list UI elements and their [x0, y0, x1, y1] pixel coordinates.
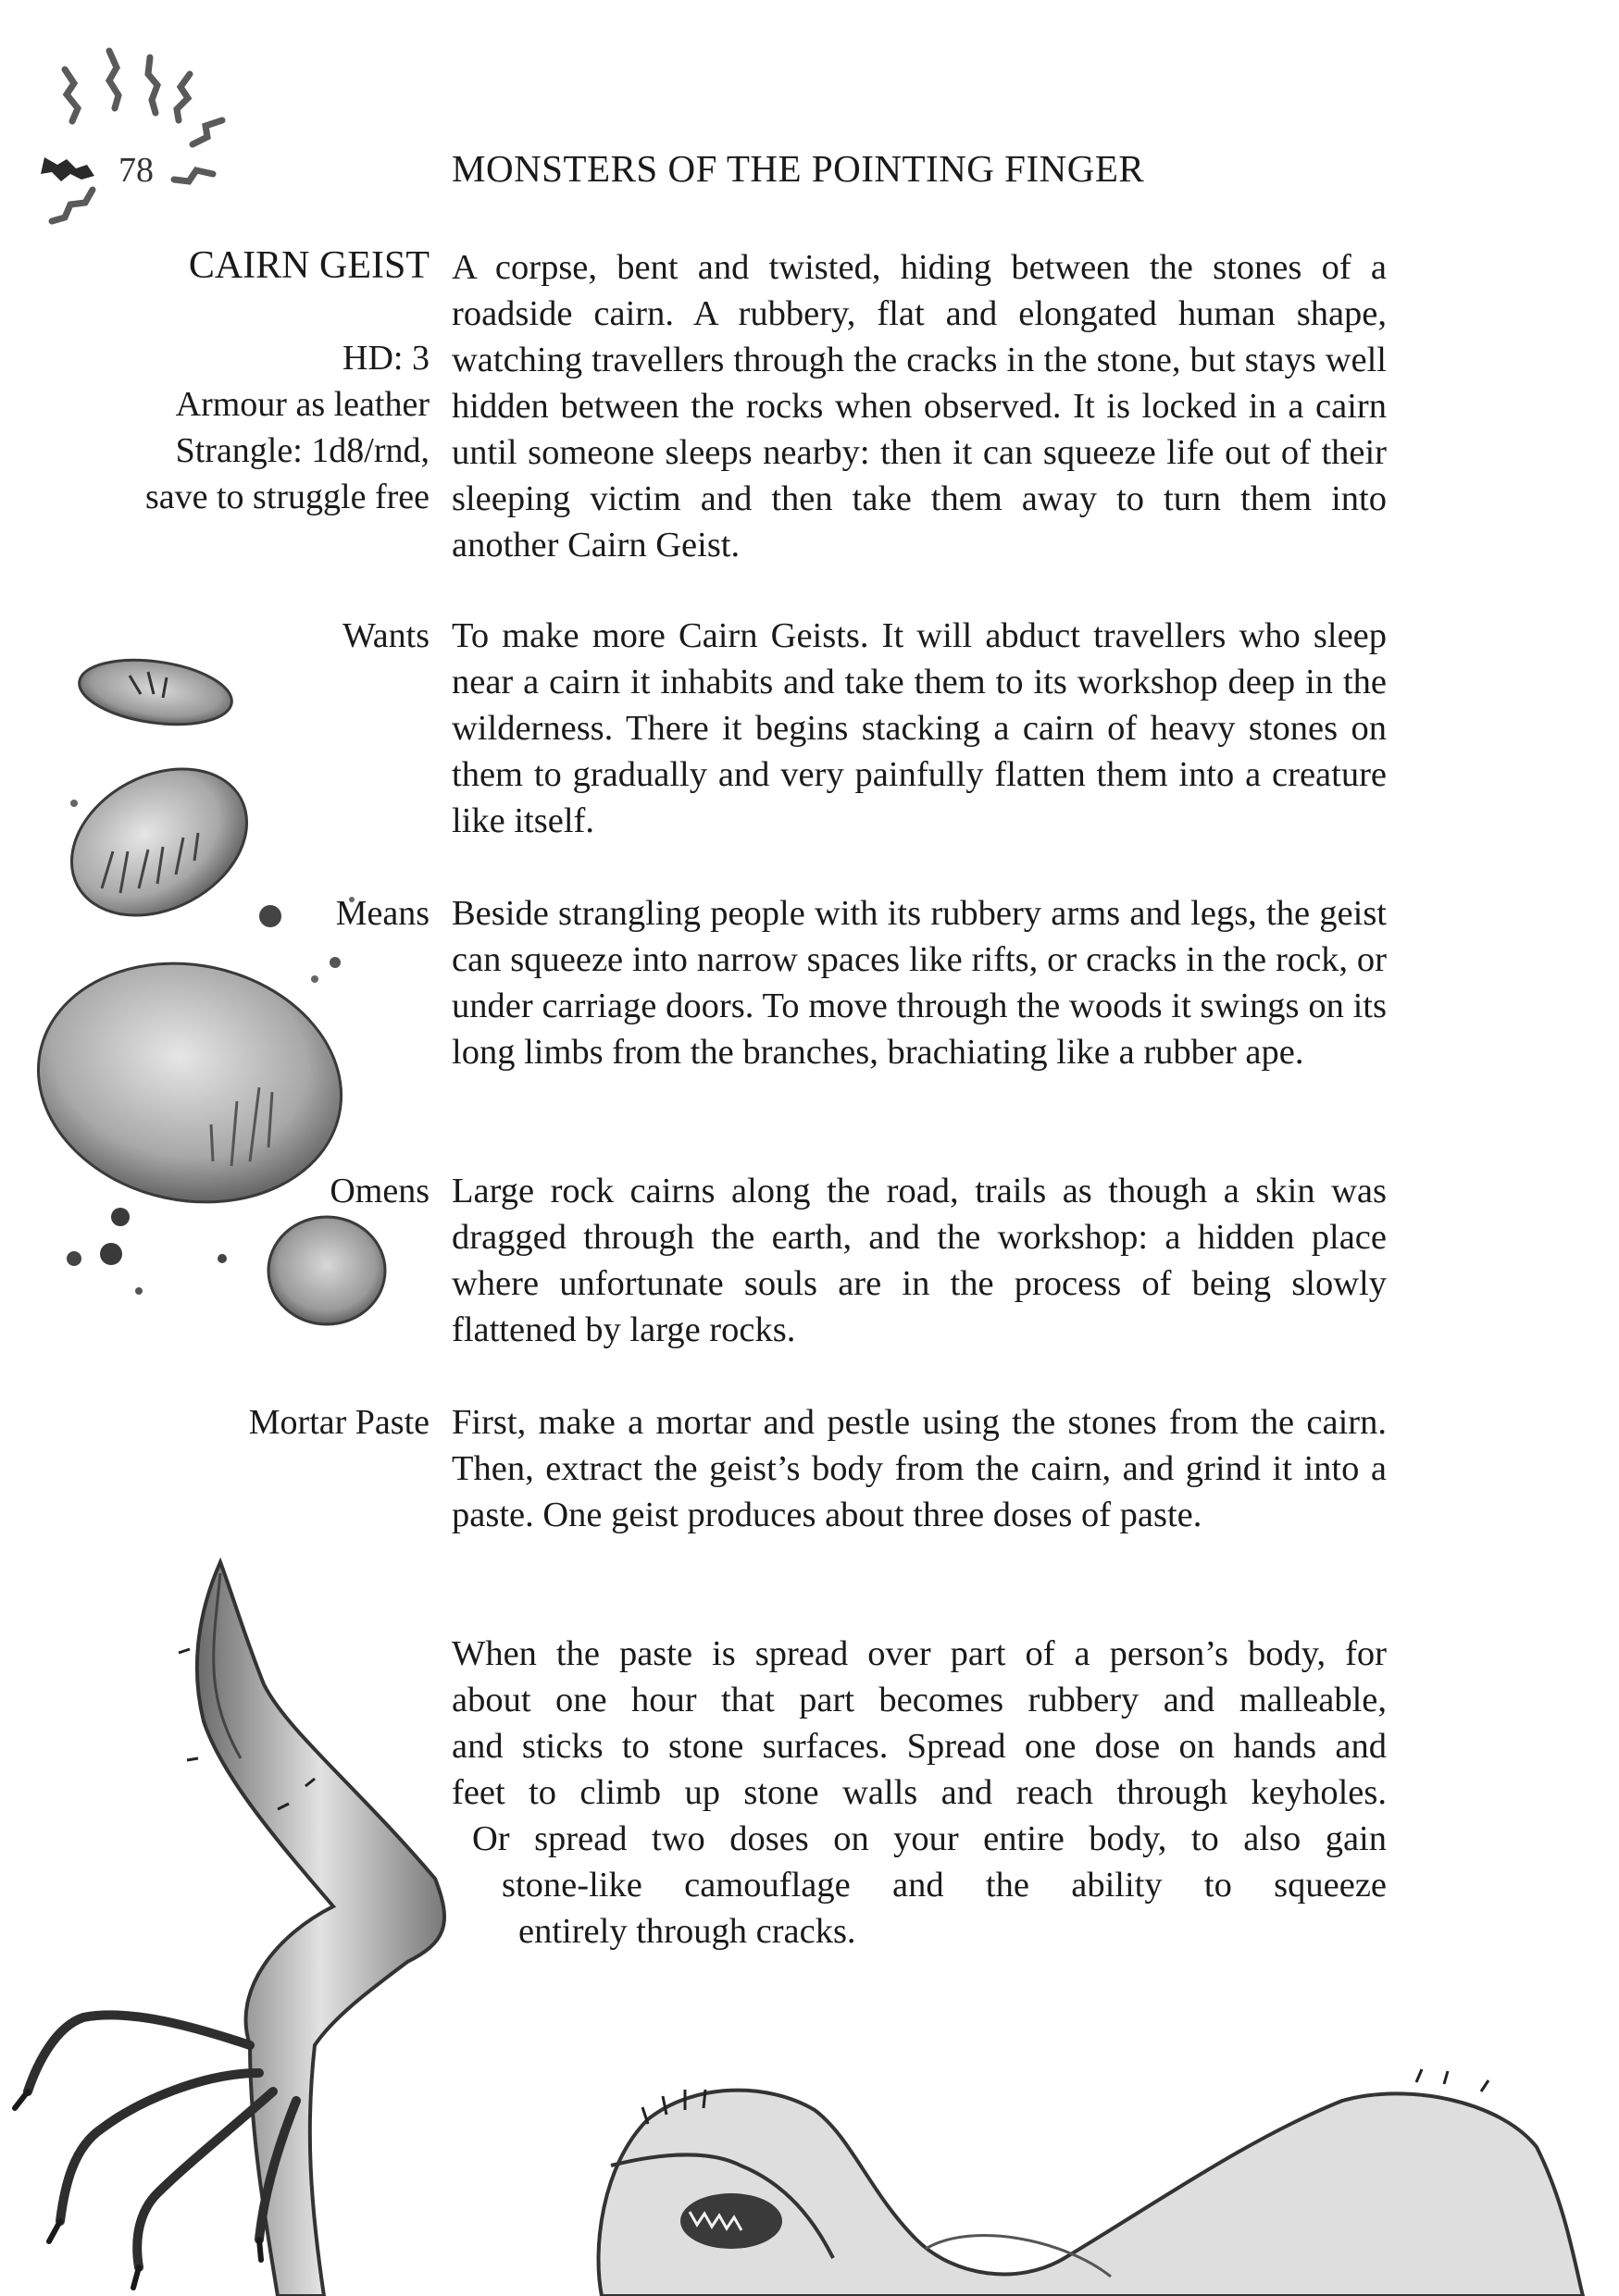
- entry-stat-block: [145, 242, 430, 520]
- section-text-wants: To make more Cairn Geists. It will abduct travellers who sleep near a cairn it inhabits and take them to its workshop deep in the wilderness. There it begins stacking a cairn of heavy stones on them to gradually and very painfully flatten them into a creature like itself.: [452, 616, 1387, 840]
- stat-armour: Armour as leather: [175, 385, 430, 424]
- stat-save: save to struggle free: [144, 478, 430, 516]
- effects-line: about one hour that part becomes rubbery and malleable,: [452, 1681, 1387, 1719]
- corner-squiggle-icon: [52, 51, 222, 221]
- cairn-stones-illustration: [16, 652, 385, 1324]
- section-text-omens: Large rock cairns along the road, trails as though a skin was dragged through the earth, and the workshop: a hidden place where unfortunate souls are in the process of being slowly flattened by large rocks.: [452, 1172, 1387, 1349]
- effects-line: feet to climb up stone walls and reach through keyholes.: [452, 1773, 1387, 1812]
- effects-line: Or spread two doses on your entire body, to also gain: [472, 1819, 1387, 1858]
- stat-attack: Strangle: 1d8/rnd,: [175, 431, 430, 470]
- geist-arm-illustration: [15, 1562, 444, 2296]
- section-label-wants: Wants: [342, 616, 430, 655]
- section-text-mortar-paste: First, make a mortar and pestle using the stones from the cairn. Then, extract the geist’s body from the cairn, and grind it into a paste. One geist produces about three doses of paste.: [452, 1403, 1387, 1534]
- geist-head-illustration: [599, 2069, 1583, 2296]
- monster-name: CAIRN GEIST: [188, 244, 430, 287]
- section-text-mortar-paste-effects: [452, 1631, 1387, 1955]
- section-label-means: Means: [335, 894, 430, 933]
- section-label-mortar-paste: Mortar Paste: [248, 1403, 430, 1442]
- entry-description: A corpse, bent and twisted, hiding between the stones of a roadside cairn. A rubbery, flat and elongated human shape, watching travellers through the cracks in the stone, but stays well hidden between the rocks when observed. It is locked in a cairn until someone sleeps nearby: then it can squeeze life out of their sleeping victim and then take them away to turn them into another Cairn Geist.: [452, 248, 1387, 565]
- bat-icon: [41, 157, 94, 181]
- section-text-means: Beside strangling people with its rubbery arms and legs, the geist can squeeze into narrow spaces like rifts, or cracks in the rock, or under carriage doors. To move through the woods it swings on its long limbs from the branches, brachiating like a rubber ape.: [452, 894, 1387, 1072]
- effects-line: When the paste is spread over part of a person’s body, for: [452, 1634, 1387, 1673]
- stat-hit-dice: HD: 3: [342, 339, 430, 378]
- effects-line: and sticks to stone surfaces. Spread one dose on hands and: [452, 1727, 1387, 1766]
- page-number: 78: [118, 151, 154, 190]
- running-header: MONSTERS OF THE POINTING FINGER: [452, 147, 1145, 190]
- effects-line: entirely through cracks.: [518, 1912, 856, 1951]
- effects-line: stone-like camouflage and the ability to squeeze: [502, 1866, 1387, 1905]
- section-label-omens: Omens: [330, 1172, 430, 1210]
